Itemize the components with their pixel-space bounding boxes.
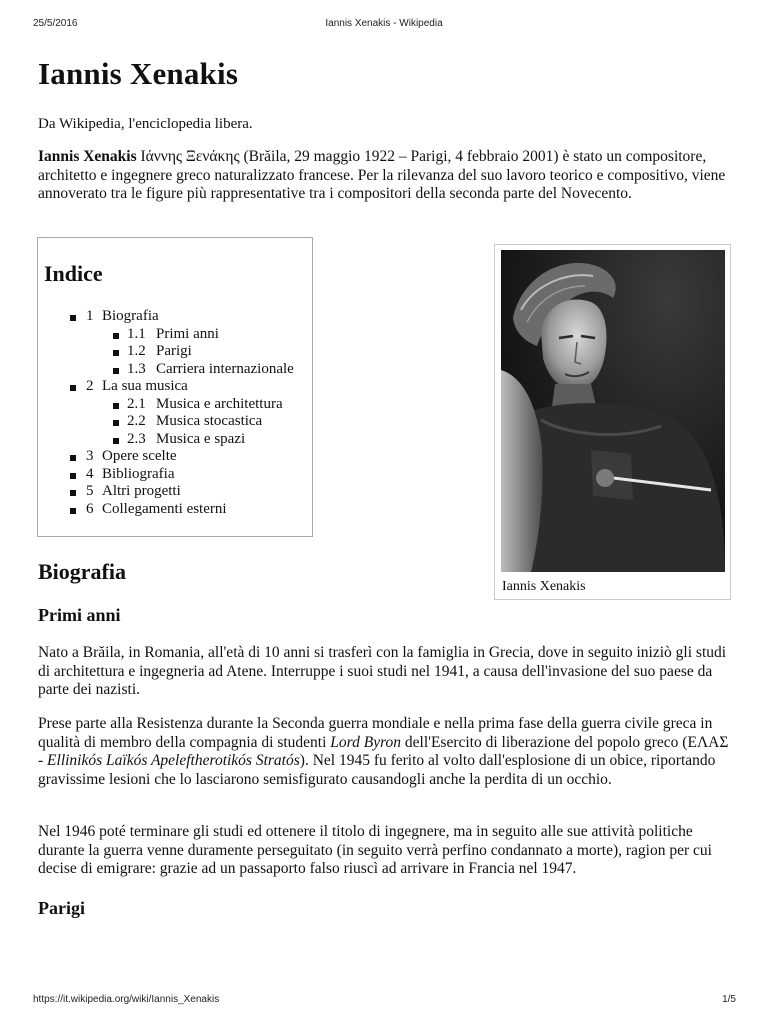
bullet-icon	[70, 315, 76, 321]
portrait-figure	[494, 244, 731, 600]
intro-name: Iannis Xenakis	[38, 148, 137, 165]
print-date: 25/5/2016	[33, 18, 78, 29]
portrait-photo[interactable]	[501, 250, 725, 572]
intro-paragraph	[38, 148, 732, 204]
print-url: https://it.wikipedia.org/wiki/Iannis_Xenakis	[33, 994, 220, 1005]
bullet-icon	[113, 368, 119, 374]
subsection-heading-parigi: Parigi	[38, 898, 85, 918]
paragraph-primi-anni-2: Prese parte alla Resistenza durante la Seconda guerra mondiale e nella prima fase della guerra civile greca in qualità di membro della compagnia di studenti Lord Byron dell'Esercito di liberazione del popolo greco (ΕΛΑΣ - Ellinikós Laïkós Apeleftherotikós Stratós). Nel 1945 fu ferito al volto dall'esplosione di un obice, riportando gravissime lesioni che lo lasciarono semisfigurato causandogli anche la perdita di un occhio.	[38, 715, 729, 788]
toc-item-parigi[interactable]: 1.2 Parigi	[38, 343, 314, 361]
section-heading-biografia: Biografia	[38, 559, 126, 584]
toc-item-musica-e-architettura[interactable]: 2.1 Musica e architettura	[38, 396, 314, 414]
bullet-icon	[70, 385, 76, 391]
print-footer	[0, 994, 768, 1010]
table-of-contents	[37, 237, 313, 537]
bullet-icon	[70, 508, 76, 514]
bullet-icon	[113, 333, 119, 339]
page-title: Iannis Xenakis	[38, 56, 239, 91]
site-tagline: Da Wikipedia, l'enciclopedia libera.	[38, 116, 253, 132]
print-page-number: 1/5	[722, 994, 736, 1005]
bullet-icon	[70, 455, 76, 461]
toc-item-la-sua-musica[interactable]: 2 La sua musica	[38, 378, 314, 396]
toc-item-musica-stocastica[interactable]: 2.2 Musica stocastica	[38, 413, 314, 431]
toc-item-carriera-internazionale[interactable]: 1.3 Carriera internazionale	[38, 361, 314, 379]
bullet-icon	[70, 473, 76, 479]
bullet-icon	[70, 490, 76, 496]
intro-text: Ιάννης Ξενάκης (Brăila, 29 maggio 1922 – Parigi, 4 febbraio 2001) è stato un compositore, architetto e ingegnere greco naturalizzato francese. Per la rilevanza del suo lavoro teorico e compositivo, viene annoverato tra le figure più rappresentative tra i compositori della seconda parte del Novecento.	[38, 148, 726, 202]
toc-title: Indice	[44, 261, 103, 286]
paragraph-primi-anni-3: Nel 1946 poté terminare gli studi ed ottenere il titolo di ingegnere, ma in seguito alle sue attività politiche durante la guerra venne duramente perseguitato (in seguito verrà perfino condannato a morte), ragion per cui decise di emigrare: grazie ad un passaporto falso riuscì ad arrivare in Francia nel 1947.	[38, 823, 712, 877]
italic-greek-name: Ellinikós Laïkós Apeleftherotikós Stratós	[47, 752, 300, 769]
bullet-icon	[113, 350, 119, 356]
bullet-icon	[113, 403, 119, 409]
toc-item-bibliografia[interactable]: 4 Bibliografia	[38, 466, 314, 484]
toc-item-biografia[interactable]: 1 Biografia	[38, 308, 314, 326]
print-page-title: Iannis Xenakis - Wikipedia	[325, 18, 443, 29]
toc-item-musica-e-spazi[interactable]: 2.3 Musica e spazi	[38, 431, 314, 449]
figure-caption: Iannis Xenakis	[502, 579, 586, 594]
link-lord-byron: Lord Byron	[330, 733, 402, 751]
subsection-heading-primi-anni: Primi anni	[38, 605, 121, 625]
toc-item-altri-progetti[interactable]: 5 Altri progetti	[38, 483, 314, 501]
print-header	[0, 18, 768, 34]
toc-list	[38, 308, 314, 518]
bullet-icon	[113, 438, 119, 444]
toc-item-collegamenti-esterni[interactable]: 6 Collegamenti esterni	[38, 501, 314, 519]
toc-item-primi-anni[interactable]: 1.1 Primi anni	[38, 326, 314, 344]
toc-item-opere-scelte[interactable]: 3 Opere scelte	[38, 448, 314, 466]
paragraph-primi-anni-1: Nato a Brăila, in Romania, all'età di 10 anni si trasferì con la famiglia in Grecia, dove in seguito iniziò gli studi di architettura e ingegneria ad Atene. Interruppe i suoi studi nel 1941, a causa dell'invasione del suo paese da parte dei nazisti.	[38, 644, 727, 698]
bullet-icon	[113, 420, 119, 426]
